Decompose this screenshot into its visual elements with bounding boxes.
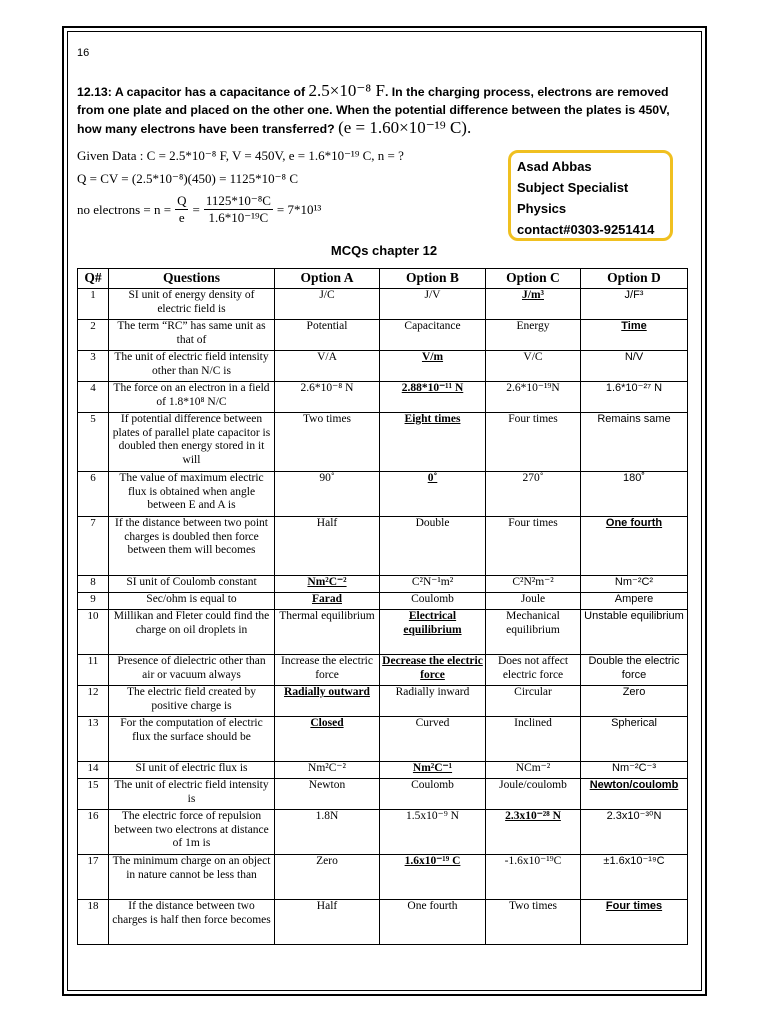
fraction-q-over-e [175,193,188,226]
cell-option-c: Energy [486,320,581,351]
cell-qnum: 13 [78,717,109,762]
table-row [78,779,688,810]
cell-qnum: 18 [78,900,109,945]
cell-question: If the distance between two point charges is doubled then force between them will becomes [109,517,275,576]
cell-option-d: Remains same [581,413,688,472]
cell-option-a: Radially outward [275,686,380,717]
cell-option-d: 1.6*10⁻²⁷ N [581,382,688,413]
cell-qnum: 16 [78,810,109,855]
cell-qnum: 1 [78,289,109,320]
cell-question: For the computation of electric flux the surface should be [109,717,275,762]
cell-option-a: 1.8N [275,810,380,855]
cell-option-b: Capacitance [380,320,486,351]
cell-question: If the distance between two charges is half then force becomes [109,900,275,945]
cell-question: The force on an electron in a field of 1.8*10⁸ N/C [109,382,275,413]
cell-question: The unit of electric field intensity is [109,779,275,810]
cell-question: SI unit of Coulomb constant [109,576,275,593]
cell-option-b: Curved [380,717,486,762]
cell-option-b: 1.6x10⁻¹⁹ C [380,855,486,900]
table-row [78,717,688,762]
cell-option-c: Joule [486,593,581,610]
header-option-d: Option D [581,269,688,289]
cell-option-a: Half [275,900,380,945]
cell-option-d: 2.3x10⁻³⁰N [581,810,688,855]
author-title: Subject Specialist [517,180,629,195]
table-row [78,320,688,351]
cell-option-b: Radially inward [380,686,486,717]
cell-option-b: J/V [380,289,486,320]
table-row [78,289,688,320]
header-qnum: Q# [78,269,109,289]
page-number: 16 [77,47,90,59]
cell-option-d: Newton/coulomb [581,779,688,810]
cell-option-c: Circular [486,686,581,717]
cell-qnum: 4 [78,382,109,413]
table-row [78,762,688,779]
cell-option-c: Two times [486,900,581,945]
cell-qnum: 3 [78,351,109,382]
cell-option-d: Nm⁻²C² [581,576,688,593]
cell-option-d: Unstable equilibrium [581,610,688,655]
cell-option-a: V/A [275,351,380,382]
cell-option-a: J/C [275,289,380,320]
fraction-values [204,193,273,226]
problem-heading: 12.13: A capacitor has a capacitance of [77,85,306,99]
cell-option-c: Joule/coulomb [486,779,581,810]
table-row [78,413,688,472]
equals-sign: = [192,201,200,217]
cell-option-a: Increase the electric force [275,655,380,686]
problem-statement [77,82,675,138]
table-row [78,655,688,686]
cell-option-a: Zero [275,855,380,900]
table-row [78,472,688,517]
cell-option-a: Half [275,517,380,576]
cell-option-d: Nm⁻²C⁻³ [581,762,688,779]
cell-option-c: Mechanical equilibrium [486,610,581,655]
cell-option-c: J/m³ [486,289,581,320]
cell-option-d: Spherical [581,717,688,762]
cell-option-c: -1.6x10⁻¹⁹C [486,855,581,900]
capacitance-value: 2.5×10⁻⁸ F [308,81,385,100]
cell-option-d: Ampere [581,593,688,610]
charge-equation: Q = CV = (2.5*10⁻⁸)(450) = 1125*10⁻⁸ C [77,171,298,186]
cell-option-d: N/V [581,351,688,382]
cell-option-d: ±1.6x10⁻¹⁹C [581,855,688,900]
cell-qnum: 7 [78,517,109,576]
cell-option-b: Nm²C⁻¹ [380,762,486,779]
cell-option-a: Nm²C⁻² [275,762,380,779]
cell-option-b: Decrease the electric force [380,655,486,686]
table-row [78,686,688,717]
author-name: Asad Abbas [517,159,592,174]
cell-qnum: 17 [78,855,109,900]
cell-qnum: 8 [78,576,109,593]
cell-question: SI unit of electric flux is [109,762,275,779]
cell-option-d: One fourth [581,517,688,576]
cell-option-c: V/C [486,351,581,382]
electron-count-equation [77,193,321,226]
cell-option-b: C²N⁻¹m² [380,576,486,593]
fraction-numerator: Q [177,193,187,208]
fraction-denominator: e [178,210,185,225]
cell-option-b: 0˚ [380,472,486,517]
table-row [78,517,688,576]
problem-text: . In the charging process, electrons are removed from one plate and placed on the other one. When the potential difference between the plates is 450V, how many electrons have been transferred? [77,85,670,136]
cell-option-d: 180˚ [581,472,688,517]
mcq-table-body [78,289,688,945]
table-row [78,593,688,610]
cell-option-b: One fourth [380,900,486,945]
cell-question: Presence of dielectric other than air or vacuum always [109,655,275,686]
table-row [78,610,688,655]
cell-option-b: Double [380,517,486,576]
cell-option-a: Newton [275,779,380,810]
cell-qnum: 11 [78,655,109,686]
cell-option-d: Four times [581,900,688,945]
cell-qnum: 14 [78,762,109,779]
mcq-table [77,268,688,945]
cell-option-b: Coulomb [380,593,486,610]
cell-option-a: Farad [275,593,380,610]
header-option-a: Option A [275,269,380,289]
cell-option-a: 90˚ [275,472,380,517]
cell-option-c: 270˚ [486,472,581,517]
cell-question: Sec/ohm is equal to [109,593,275,610]
fraction-numerator: 1125*10⁻⁸C [205,193,271,208]
n-result: = 7*10¹³ [276,201,322,217]
cell-option-b: Eight times [380,413,486,472]
author-subject: Physics [517,201,567,216]
cell-option-c: Four times [486,413,581,472]
mcq-section-title: MCQs chapter 12 [330,243,438,258]
cell-qnum: 5 [78,413,109,472]
cell-qnum: 6 [78,472,109,517]
cell-qnum: 9 [78,593,109,610]
cell-option-a: 2.6*10⁻⁸ N [275,382,380,413]
cell-option-d: J/F³ [581,289,688,320]
cell-question: The electric field created by positive charge is [109,686,275,717]
cell-option-d: Zero [581,686,688,717]
cell-qnum: 10 [78,610,109,655]
table-header-row [78,269,688,289]
table-row [78,576,688,593]
cell-option-a: Closed [275,717,380,762]
cell-qnum: 15 [78,779,109,810]
cell-option-d: Time [581,320,688,351]
cell-option-a: Potential [275,320,380,351]
contact-box [508,150,673,241]
cell-option-a: Thermal equilibrium [275,610,380,655]
cell-question: Millikan and Fleter could find the charge on oil droplets in [109,610,275,655]
cell-option-c: 2.3x10⁻²⁸ N [486,810,581,855]
cell-option-c: C²N²m⁻² [486,576,581,593]
cell-option-b: V/m [380,351,486,382]
electron-charge: (e = 1.60×10⁻¹⁹ C). [338,118,472,137]
cell-option-a: Two times [275,413,380,472]
cell-question: The electric force of repulsion between two electrons at distance of 1m is [109,810,275,855]
cell-qnum: 12 [78,686,109,717]
cell-question: If potential difference between plates of parallel plate capacitor is doubled then energy stored in it will [109,413,275,472]
n-label: no electrons = n = [77,201,172,217]
author-contact: contact#0303-9251414 [517,222,655,237]
cell-question: SI unit of energy density of electric field is [109,289,275,320]
header-option-b: Option B [380,269,486,289]
cell-option-d: Double the electric force [581,655,688,686]
cell-option-c: 2.6*10⁻¹⁹N [486,382,581,413]
cell-option-c: NCm⁻² [486,762,581,779]
fraction-denominator: 1.6*10⁻¹⁹C [208,210,269,225]
cell-option-a: Nm²C⁻² [275,576,380,593]
given-data: Given Data : C = 2.5*10⁻⁸ F, V = 450V, e = 1.6*10⁻¹⁹ C, n = ? [77,148,404,163]
table-row [78,382,688,413]
cell-option-c: Inclined [486,717,581,762]
table-row [78,855,688,900]
cell-option-b: 2.88*10⁻¹¹ N [380,382,486,413]
table-row [78,810,688,855]
cell-option-b: 1.5x10⁻⁹ N [380,810,486,855]
cell-qnum: 2 [78,320,109,351]
header-option-c: Option C [486,269,581,289]
header-questions: Questions [109,269,275,289]
cell-option-b: Coulomb [380,779,486,810]
cell-option-c: Four times [486,517,581,576]
cell-question: The unit of electric field intensity other than N/C is [109,351,275,382]
cell-option-c: Does not affect electric force [486,655,581,686]
cell-question: The value of maximum electric flux is obtained when angle between E and A is [109,472,275,517]
cell-question: The minimum charge on an object in nature cannot be less than [109,855,275,900]
table-row [78,351,688,382]
table-row [78,900,688,945]
cell-question: The term “RC” has same unit as that of [109,320,275,351]
cell-option-b: Electrical equilibrium [380,610,486,655]
